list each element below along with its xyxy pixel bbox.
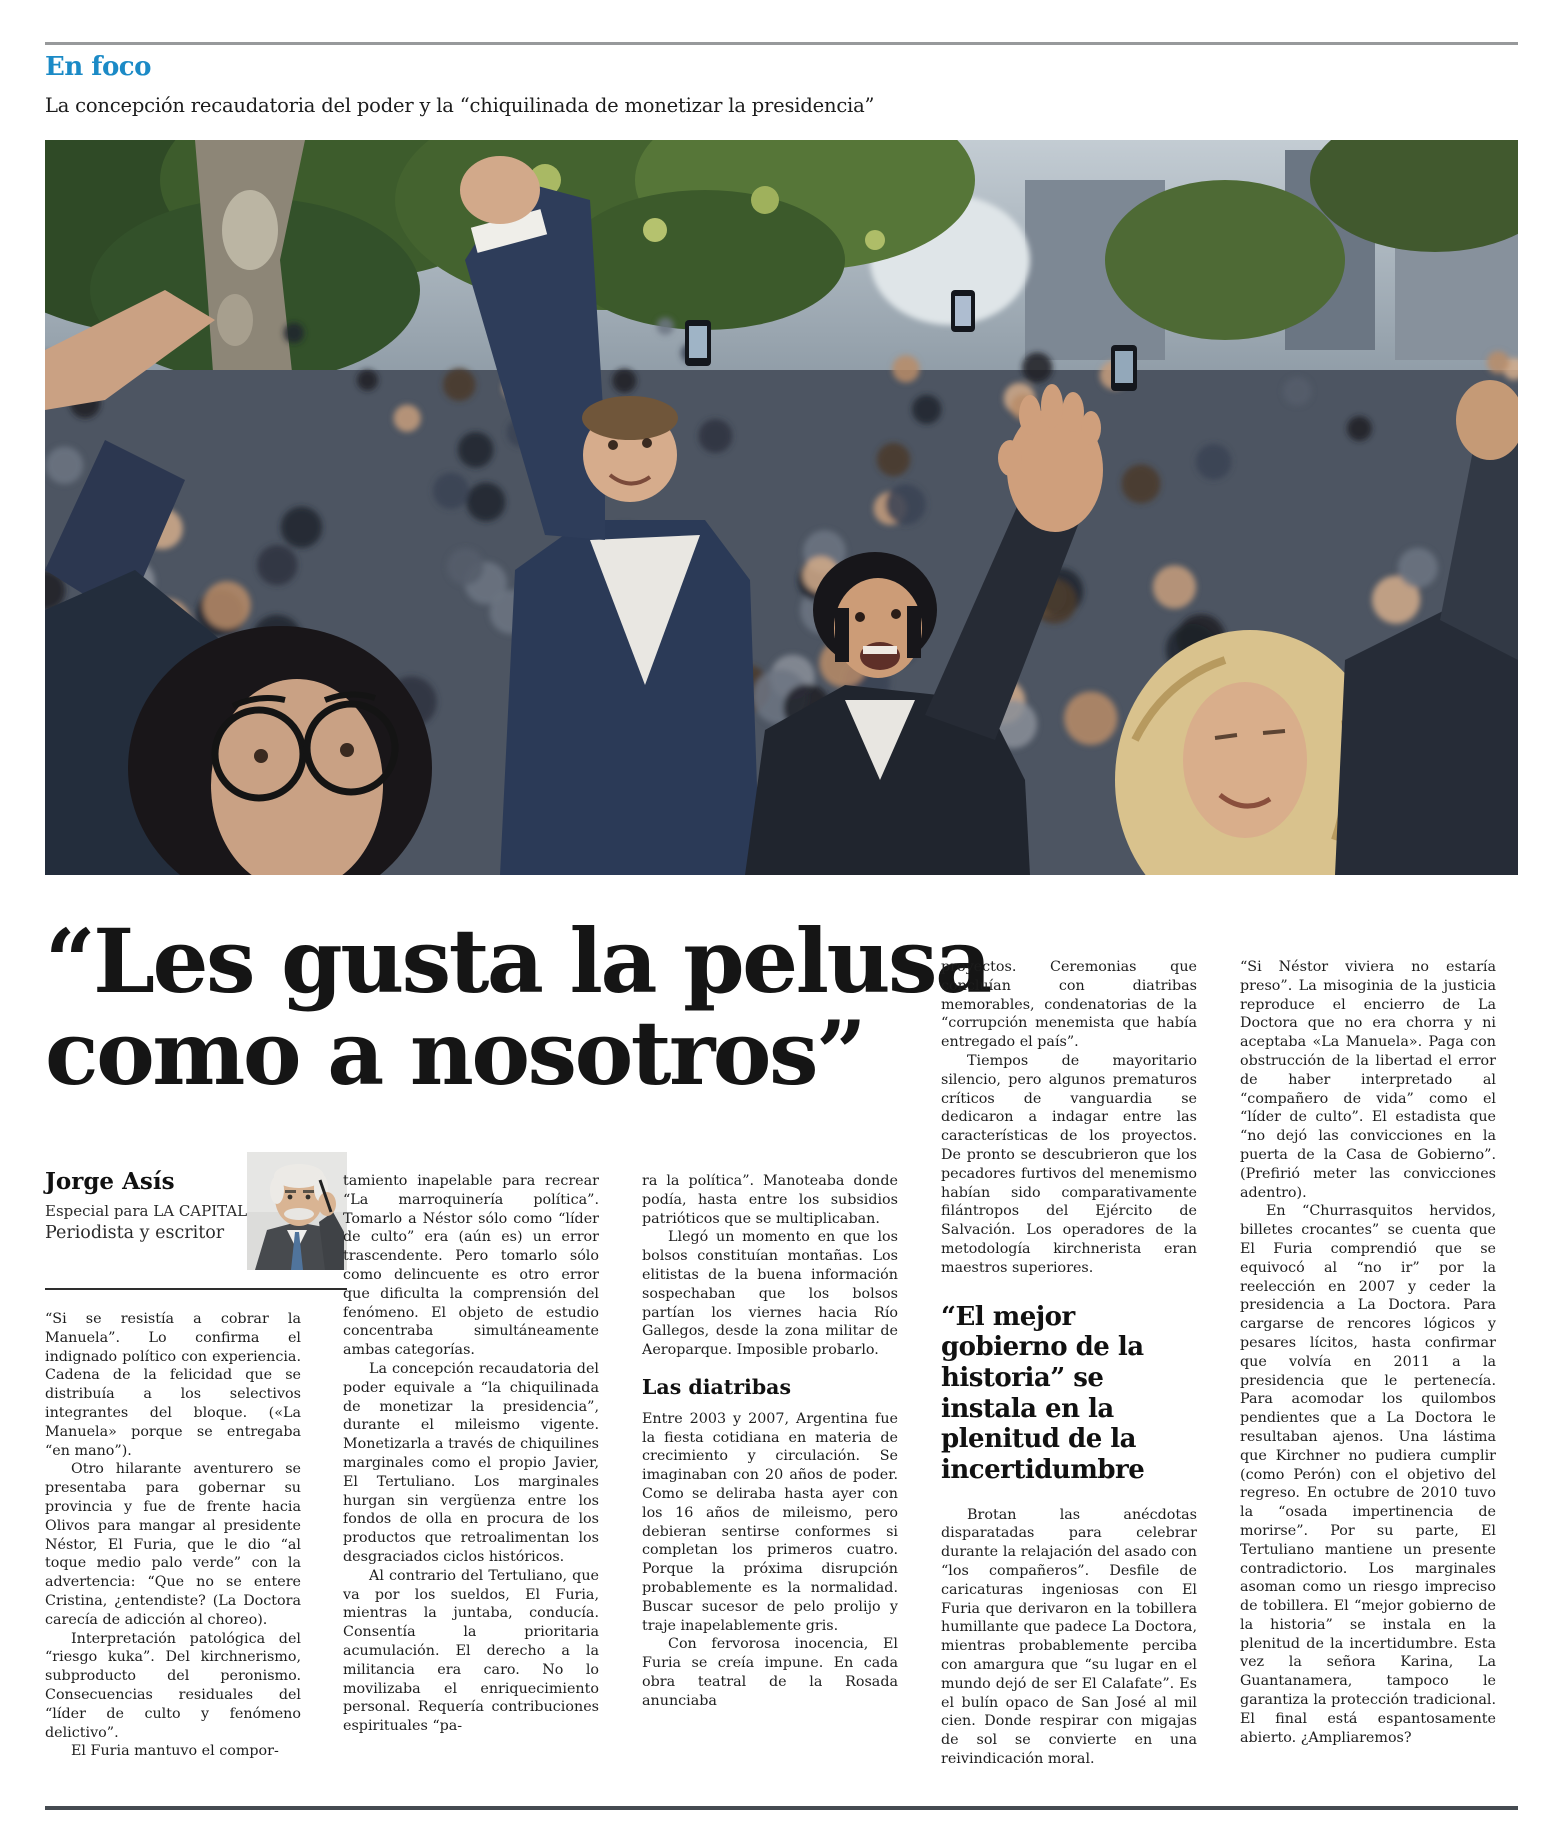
article-paragraph: “Si se resistía a cobrar la Manuela”. Lo confirma el indignado político con experiencia. Cadena de la felicidad que se distribuía a los selectivos integrantes del bloque. («La Manuela» porque se entregaba “en mano”). [45,1311,301,1459]
article-paragraph: ra la política”. Manoteaba donde podía, hasta entre los subsidios patrióticos que se multiplicaban. [642,1173,898,1227]
top-rule [45,42,1518,45]
article-column-3 [642,1172,898,1711]
headline-line-2: como a nosotros” [45,1000,865,1105]
article-pullquote: “El mejor gobierno de la historia” se instala en la plenitud de la incertidumbre [941,1301,1145,1485]
article-paragraph: El Furia mantuvo el compor- [71,1743,279,1760]
article-subhead: Las diatribas [642,1374,791,1399]
article-paragraph: Entre 2003 y 2007, Argentina fue la fiesta cotidiana en materia de crecimiento y circulación. Se imaginaban con 20 años de poder. Como se deliraba hasta ayer con los 16 años de mileismo, pero debieran sentirse conformes si completan los primeros cuatro. Porque la próxima disrupción probablemente es la normalidad. Buscar sucesor de pelo prolijo y traje inapelablemente gris. [642,1410,898,1634]
author-credit: Especial para LA CAPITAL [45,1202,248,1220]
article-column-5 [1240,958,1496,1747]
article-photo [45,140,1518,875]
article-paragraph: tamiento inapelable para recrear “La marroquinería política”. Tomarlo a Néstor sólo como “líder de culto” era (aún es) un error trascendente. Pero tomarlo sólo como delincuente es otro error que dificulta la comprensión del fenómeno. El objeto de estudio concentraba simultáneamente ambas categorías. [343,1173,599,1359]
article-paragraph: Brotan las anécdotas disparatadas para celebrar durante la relajación del asado con “los compañeros”. Desfile de caricaturas ingeniosas con El Furia que derivaron en la tobillera humillante que padece La Doctora, mientras probablemente perciba con amargura que “su lugar en el mundo dejó de ser El Calafate”. Es el bulín opaco de San José al mil cien. Donde respirar con migajas de sol se convierte en una reivindicación moral. [941,1506,1197,1767]
article-paragraph: proyectos. Ceremonias que concluían con diatribas memorables, condenatorias de la “corrupción menemista que había entregado el país”. [941,959,1197,1051]
section-kicker: En foco [45,52,151,82]
article-paragraph: “Si Néstor viviera no estaría preso”. La misoginia de la justicia reproduce el encierro de La Doctora que no era chorra y ni aceptaba «La Manuela». Paga con obstrucción de la libertad el error de haber interpretado al “compañero de vida” como el “líder de culto”. El estadista que “no dejó las convicciones en la puerta de la Casa de Gobierno”. (Prefirió meter las convicciones adentro). [1240,959,1496,1201]
byline-block [45,1150,347,1290]
author-portrait-photo [247,1152,347,1270]
article-column-4 [941,958,1197,1769]
article-paragraph: La concepción recaudatoria del poder equivale a “la chiquilinada de monetizar la presidencia”, durante el mileismo vigente. Monetizarla a través de chiquilines marginales como el propio Javier, El Tertuliano. Los marginales hurgan sin vergüenza entre los fondos de olla en procura de los productos que retroalimentan los desgraciados ciclos históricos. [343,1360,599,1565]
author-portrait [247,1152,347,1270]
headline-line-1: “Les gusta la pelusa [45,909,990,1013]
article-paragraph: Al contrario del Tertuliano, que va por los sueldos, El Furia, mientras la juntaba, conducía. Consentía la prioritaria acumulación. El derecho a la militancia era caro. No lo movilizaba el enriquecimiento personal. Requería contribuciones espirituales “pa- [343,1567,599,1735]
article-column-2 [343,1172,599,1736]
article-paragraph: Con fervorosa inocencia, El Furia se creía impune. En cada obra teatral de la Rosada anunciaba [642,1636,898,1709]
article-paragraph: Otro hilarante aventurero se presentaba para gobernar su provincia y fue de frente hacia Olivos para mangar al presidente Néstor, El Furia, que le dio “al toque medio palo verde” con la advertencia: “Que no se entere Cristina, ¿entendiste? (La Doctora carecía de adicción al choreo). [45,1461,301,1628]
article-headline [45,909,990,1105]
article-standfirst: La concepción recaudatoria del poder y la “chiquilinada de monetizar la presidencia” [45,94,875,117]
article-column-1 [45,1310,301,1761]
article-paragraph: Tiempos de mayoritario silencio, pero algunos prematuros críticos de vanguardia se dedicaron a indagar entre las características de los proyectos. De pronto se descubrieron que los pecadores furtivos del menemismo habían sido comparativamente filántropos del Ejército de Salvación. Los operadores de la metodología kirchnerista eran maestros superiores. [941,1052,1197,1276]
bottom-rule [45,1806,1518,1810]
article-paragraph: Interpretación patológica del “riesgo kuka”. Del kirchnerismo, subproducto del peronismo. Consecuencias residuales del “líder de culto y fenómeno delictivo”. [45,1630,301,1741]
crowd-photo [45,140,1518,875]
article-paragraph: Llegó un momento en que los bolsos constituían montañas. Los elitistas de la buena información sospechaban que los bolsos partían los viernes hacia Río Gallegos, desde la zona militar de Aeroparque. Imposible probarlo. [642,1229,898,1359]
author-title: Periodista y escritor [45,1223,225,1243]
author-name: Jorge Asís [45,1168,175,1195]
article-paragraph: En “Churrasquitos hervidos, billetes crocantes” se cuenta que El Furia comprendió que se equivocó al “no ir” por la reelección en 2007 y ceder la presidencia a La Doctora. Para cargarse de rencores lógicos y pesares lícitos, hasta confirmar que volvía en 2011 a la presidencia que le pertenecía. Para acomodar los quilombos pendientes que a La Doctora le resultaban ajenos. Una lástima que Kirchner no pudiera cumplir (como Perón) con el objetivo del regreso. En octubre de 2010 tuvo la “osada impertinencia de morirse”. Por su parte, El Tertuliano mantiene un presente contradictorio. Los marginales asoman como un riesgo impreciso de tobillera. El “mejor gobierno de la historia” se instala en la plenitud de la incertidumbre. Esta vez la señora Karina, La Guantanamera, tampoco le garantiza la protección tradicional. El final está espantosamente abierto. ¿Ampliaremos? [1240,1203,1496,1746]
